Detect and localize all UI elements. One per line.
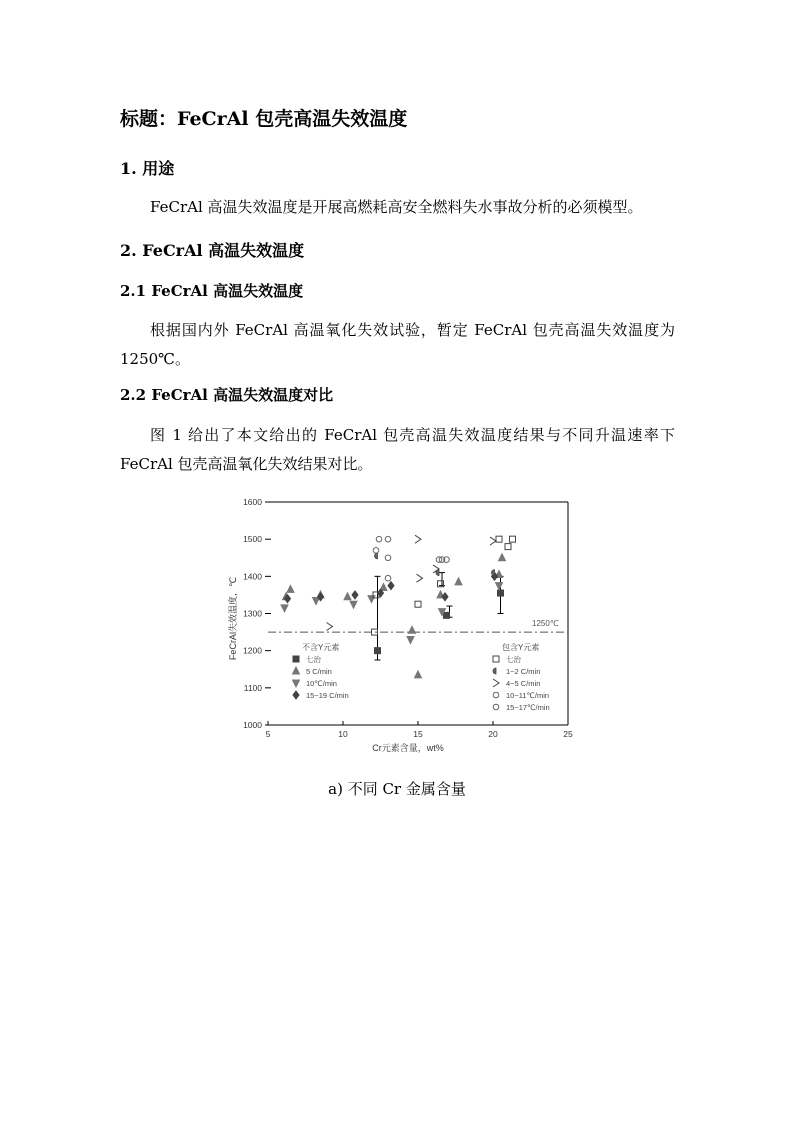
data-point-no_y-3 <box>378 589 384 597</box>
data-point-with_y-4 <box>415 601 421 607</box>
x-tick-label: 20 <box>488 729 498 739</box>
data-point-no_y-2 <box>407 637 414 644</box>
data-point-with_y-8 <box>376 536 382 542</box>
y-tick-label: 1100 <box>243 682 262 693</box>
data-point-no_y-3 <box>492 572 498 580</box>
section-2-2-paragraph: 图 1 给出了本文给出的 FeCrAl 包壳高温失效温度结果与不同升温速率下 FeCrAl 包壳高温氧化失效结果对比。 <box>120 426 675 473</box>
data-point-no_y-3 <box>352 591 358 599</box>
data-point-no_y-2 <box>439 609 446 616</box>
data-point-with_y-5 <box>436 570 439 576</box>
data-point-with_y-7 <box>439 557 445 563</box>
data-point-no_y-0 <box>444 612 450 618</box>
legend-left-label: 5 C/min <box>306 667 332 676</box>
data-point-no_y-0 <box>375 648 381 654</box>
data-point-with_y-8 <box>436 557 442 563</box>
data-point-with_y-6 <box>490 537 496 545</box>
y-tick-label: 1000 <box>243 720 262 730</box>
data-point-with_y-6 <box>327 623 333 631</box>
x-tick-label: 5 <box>265 729 271 739</box>
data-point-no_y-1 <box>344 593 351 600</box>
data-point-no_y-2 <box>368 596 375 603</box>
y-tick-label: 1400 <box>243 571 262 582</box>
data-point-no_y-3 <box>388 582 394 590</box>
legend-left-title: 不含Y元素 <box>302 643 340 652</box>
data-point-no_y-1 <box>283 593 290 600</box>
data-point-with_y-7 <box>385 555 391 561</box>
data-point-with_y-7 <box>444 557 450 563</box>
document-title: 标题：FeCrAl 包壳高温失效温度 <box>120 108 408 130</box>
data-point-with_y-4 <box>372 629 378 635</box>
legend-left-marker <box>293 680 300 687</box>
data-point-no_y-1 <box>287 585 294 592</box>
data-point-no_y-2 <box>281 605 288 612</box>
data-point-with_y-7 <box>373 548 379 554</box>
legend-right-label: 15~17℃/min <box>506 703 550 712</box>
x-tick-label: 10 <box>338 729 348 739</box>
y-tick-label: 1500 <box>243 534 262 545</box>
legend-right-label: 4~5 C/min <box>506 679 541 688</box>
data-point-no_y-1 <box>317 591 324 598</box>
data-point-no_y-2 <box>496 583 503 590</box>
data-point-no_y-1 <box>437 591 444 598</box>
legend-left-label: 10℃/min <box>306 679 337 688</box>
legend-left-label: 15~19 C/min <box>306 691 349 700</box>
legend-left-marker <box>293 656 299 662</box>
legend-right-marker <box>493 704 499 710</box>
data-point-no_y-2 <box>350 601 357 608</box>
legend-right-marker <box>493 679 499 687</box>
section-2-1-heading: 2.1 FeCrAl 高温失效温度 <box>120 282 304 300</box>
section-1-paragraph: FeCrAl 高温失效温度是开展高燃耗高安全燃料失水事故分析的必须模型。 <box>150 198 643 216</box>
legend-right-label: 10~11℃/min <box>506 691 550 700</box>
y-tick-label: 1200 <box>243 645 262 656</box>
section-2-heading: 2. FeCrAl 高温失效温度 <box>120 241 305 260</box>
legend-left-label: 七治 <box>306 655 321 664</box>
data-point-with_y-6 <box>433 565 439 573</box>
data-point-no_y-1 <box>380 583 387 590</box>
data-point-with_y-4 <box>373 592 379 598</box>
legend-right-marker <box>493 692 499 698</box>
data-point-with_y-8 <box>385 575 391 581</box>
data-point-no_y-0 <box>498 590 504 596</box>
x-axis-label: Cr元素含量，wt% <box>372 743 444 753</box>
data-point-with_y-4 <box>510 536 516 542</box>
data-point-no_y-1 <box>415 671 422 678</box>
x-tick-label: 25 <box>563 729 573 739</box>
y-tick-label: 1300 <box>243 608 262 619</box>
data-point-no_y-1 <box>455 578 462 585</box>
data-point-with_y-5 <box>375 553 378 559</box>
data-point-with_y-6 <box>417 574 423 582</box>
section-2-2-heading: 2.2 FeCrAl 高温失效温度对比 <box>120 386 334 404</box>
legend-right-title: 包含Y元素 <box>502 643 540 652</box>
data-point-no_y-2 <box>313 597 320 604</box>
reference-line-label: 1250℃ <box>532 619 559 629</box>
data-point-with_y-4 <box>505 544 511 550</box>
data-point-with_y-4 <box>438 581 444 587</box>
data-point-no_y-1 <box>496 570 503 577</box>
data-point-no_y-3 <box>442 593 448 601</box>
legend-right-marker <box>493 668 496 674</box>
y-tick-label: 1600 <box>243 497 262 507</box>
legend-right-label: 1~2 C/min <box>506 667 541 676</box>
legend-left-marker <box>293 667 300 674</box>
x-tick-label: 15 <box>413 729 423 739</box>
data-point-no_y-3 <box>285 595 291 603</box>
section-2-1-paragraph: 根据国内外 FeCrAl 高温氧化失效试验，暂定 FeCrAl 包壳高温失效温度为 1250℃。 <box>120 321 675 368</box>
legend-right-marker <box>493 656 499 662</box>
legend-left-marker <box>293 691 299 699</box>
data-point-no_y-3 <box>318 593 324 601</box>
y-axis-label: FeCrAl失效温度，℃ <box>228 576 238 661</box>
data-point-with_y-8 <box>385 536 391 542</box>
figure-caption: a) 不同 Cr 金属含量 <box>328 780 466 798</box>
data-point-with_y-6 <box>415 535 421 543</box>
data-point-with_y-5 <box>492 570 495 576</box>
data-point-with_y-4 <box>496 536 502 542</box>
data-point-no_y-1 <box>409 626 416 633</box>
legend-right-label: 七治 <box>506 655 521 664</box>
section-1-heading: 1. 用途 <box>120 159 175 178</box>
data-point-no_y-1 <box>499 554 506 561</box>
